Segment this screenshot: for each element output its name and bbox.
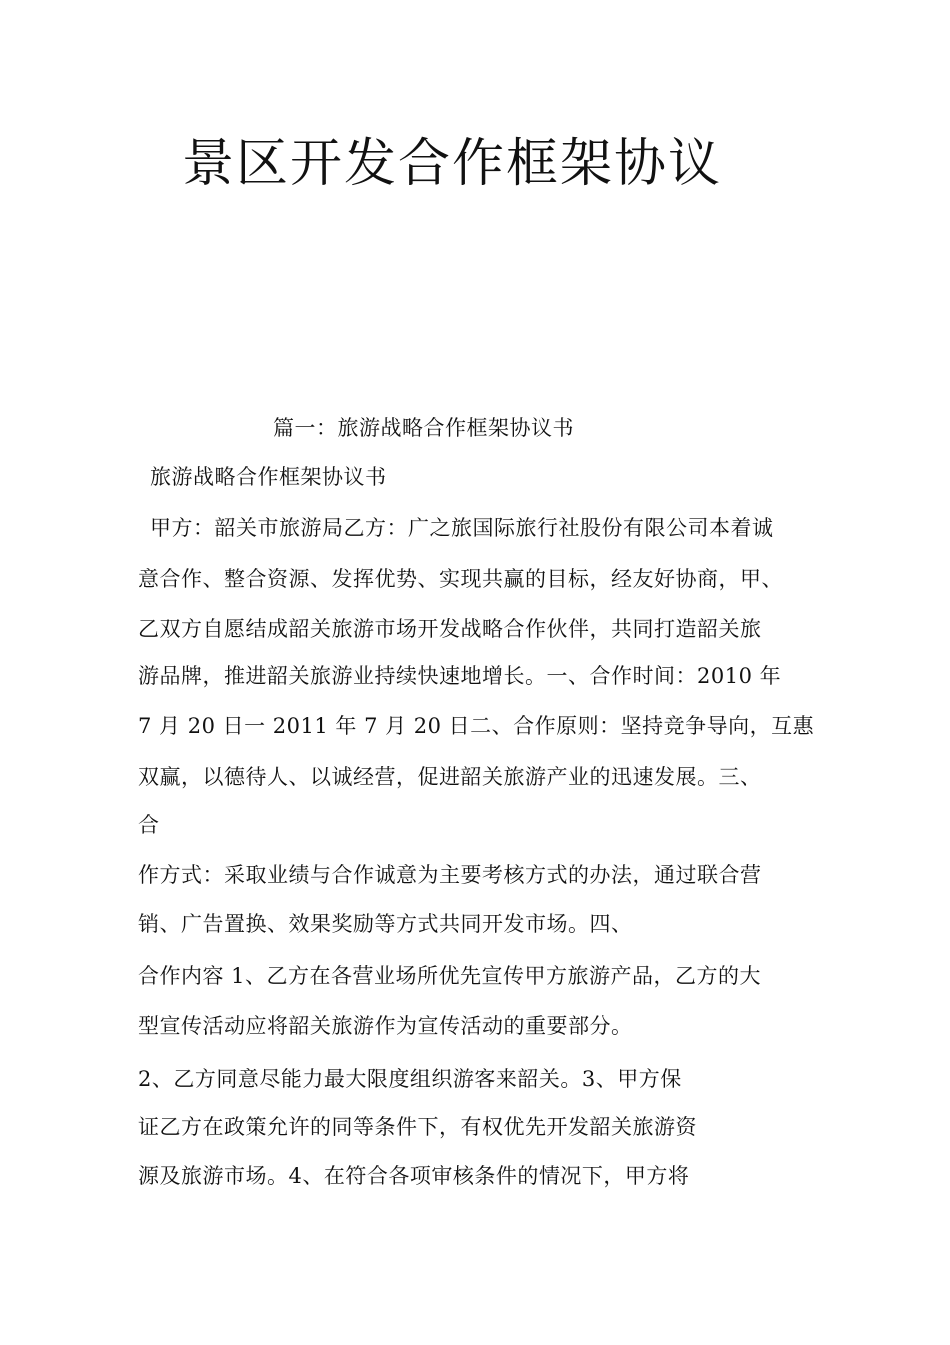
- body-line: 7 月 20 日一 2011 年 7 月 20 日二、合作原则：坚持竞争导向，互惠: [138, 714, 815, 738]
- body-line: 乙双方自愿结成韶关旅游市场开发战略合作伙伴，共同打造韶关旅: [138, 617, 762, 641]
- body-line: 销、广告置换、效果奖励等方式共同开发市场。四、: [138, 912, 633, 936]
- body-line: 证乙方在政策允许的同等条件下，有权优先开发韶关旅游资: [138, 1115, 697, 1139]
- body-line: 甲方：韶关市旅游局乙方：广之旅国际旅行社股份有限公司本着诚: [150, 516, 774, 540]
- body-line: 合: [138, 813, 160, 837]
- body-line: 双赢，以德待人、以诚经营，促进韶关旅游产业的迅速发展。三、: [138, 765, 762, 789]
- body-line: 游品牌，推进韶关旅游业持续快速地增长。一、合作时间：2010 年: [138, 664, 782, 688]
- body-line: 合作内容 1、乙方在各营业场所优先宣传甲方旅游产品，乙方的大: [138, 964, 762, 988]
- body-line: 作方式：采取业绩与合作诚意为主要考核方式的办法，通过联合营: [138, 863, 762, 887]
- body-line: 源及旅游市场。4、在符合各项审核条件的情况下，甲方将: [138, 1164, 690, 1188]
- subheading: 旅游战略合作框架协议书: [150, 465, 387, 489]
- body-line: 2、乙方同意尽能力最大限度组织游客来韶关。3、甲方保: [138, 1067, 682, 1091]
- section-heading: 篇一：旅游战略合作框架协议书: [273, 416, 574, 440]
- document-title: 景区开发合作框架协议: [182, 134, 723, 194]
- body-line: 型宣传活动应将韶关旅游作为宣传活动的重要部分。: [138, 1014, 633, 1038]
- body-line: 意合作、整合资源、发挥优势、实现共赢的目标，经友好协商，甲、: [138, 567, 783, 591]
